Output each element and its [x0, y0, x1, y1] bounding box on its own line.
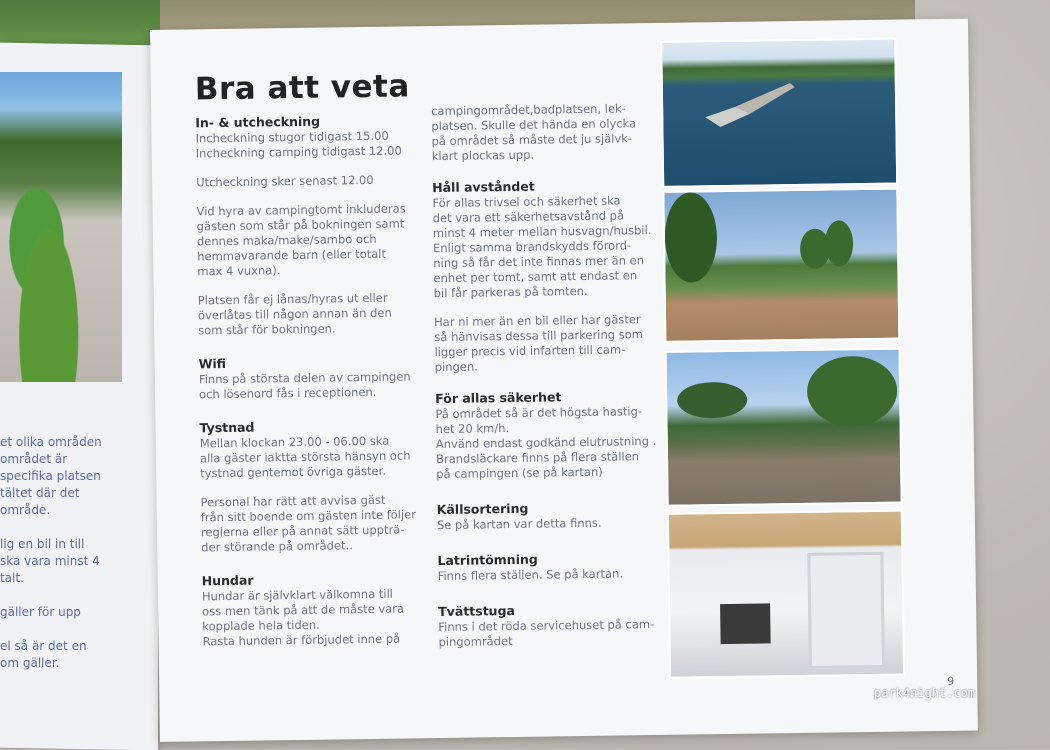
rental-line: hemmavarande barn (eller totalt [197, 246, 387, 264]
left-line: et olika områden [0, 435, 102, 449]
distance-heading: Håll avståndet [432, 178, 535, 196]
cont-line: klart plockas upp. [431, 147, 535, 164]
cars-line: Har ni mer än en bil eller har gäster [434, 312, 641, 330]
laundry-line: Finns i det röda servicehuset på cam- [438, 617, 655, 635]
dogs-line: kopplade hela tiden. [202, 617, 320, 634]
rental-line: gästen som står på bokningen samt [196, 216, 405, 234]
laundry-heading: Tvättstuga [438, 602, 516, 620]
left-line: område. [0, 503, 51, 517]
distance-line: enhet per tomt, samt att endast en [433, 268, 638, 286]
left-line: el så är det en [0, 639, 87, 653]
left-line: gäller för upp [0, 605, 81, 619]
left-line: specifika platsen [0, 469, 101, 483]
left-line [0, 587, 120, 604]
rental-line: max 4 vuxna). [197, 263, 281, 279]
staff-line: der störande på området.. [201, 538, 353, 555]
left-line: om gäller. [0, 656, 60, 670]
outdoor-gym-photo-icon [665, 348, 903, 507]
laundry-line: pingområdet [438, 633, 513, 650]
wifi-line: Finns på största delen av campingen [198, 369, 411, 387]
pier-shape [695, 81, 796, 132]
checkin-heading: In- & utcheckning [195, 113, 321, 131]
left-line: talt. [0, 571, 24, 585]
staff-line: från sitt boende om gästen inte följer [200, 507, 417, 525]
bunk-bed-shape [807, 552, 885, 669]
cars-line: ligger precis vid infarten till cam- [434, 342, 626, 360]
left-line [0, 519, 120, 536]
distance-line: det vara ett säkerhetsavstånd på [432, 208, 625, 226]
left-page-text [0, 434, 120, 672]
checkout-text: Utcheckning sker senast 12.00 [196, 172, 374, 190]
tree-shape [677, 382, 747, 419]
distance-line: bil får parkeras på tomten. [433, 283, 588, 301]
safety-line: Använd endast godkänd elutrustning . [435, 433, 657, 452]
latrine-line: Finns flera ställen. Se på kartan. [437, 566, 624, 584]
brochure-page [150, 19, 978, 742]
page-title: Bra att veta [194, 68, 411, 108]
watermark: park4night.com [874, 686, 976, 700]
safety-heading: För allas säkerhet [435, 389, 562, 407]
page-number: 9 [947, 674, 955, 688]
safety-line: het 20 km/h. [435, 421, 510, 437]
dogs-line: Rasta hunden är förbjudet inne på [202, 631, 401, 649]
dogs-heading: Hundar [201, 572, 254, 589]
safety-line: På området så är det högsta hastig- [435, 404, 643, 422]
staff-line: reglerna eller på annat sätt uppträ- [200, 522, 405, 540]
rental-line: Vid hyra av campingtomt inkluderas [196, 201, 406, 219]
minigolf-photo-icon [0, 72, 122, 382]
dogs-line: Hundar är självklart välkomna till [201, 586, 394, 604]
distance-line: För allas trivsel och säkerhet ska [432, 193, 621, 211]
distance-line: minst 4 meter mellan husvagn/husbil. [432, 223, 652, 241]
cars-line: så hänvisas dessa till parkering som [434, 327, 644, 345]
left-line [0, 621, 120, 638]
safety-line: på campingen (se på kartan) [436, 464, 603, 482]
pier-photo-icon [660, 38, 898, 188]
checkin-line: Incheckning stugor tidigast 15.00 [195, 128, 389, 146]
quiet-line: tystnad gentemot övriga gäster. [200, 463, 387, 481]
distance-line: Enligt samma brandskydds förord- [432, 238, 632, 256]
left-line: området är [0, 452, 68, 466]
cabin-interior-photo-icon [667, 510, 905, 679]
cars-line: pingen. [434, 359, 478, 375]
table-shape [720, 603, 771, 644]
wifi-heading: Wifi [198, 355, 227, 372]
left-line: tältet där det [0, 486, 80, 500]
column-middle [431, 101, 665, 650]
playground-photo-icon [662, 188, 900, 343]
tree-shape [664, 192, 717, 283]
tree-shape [807, 356, 898, 427]
staff-line: Personal har rätt att avvisa gäst [200, 492, 386, 510]
quiet-line: alla gäster iaktta största hänsyn och [199, 448, 411, 466]
checkin-line: Incheckning camping tidigast 12.00 [195, 143, 402, 161]
transfer-line: som står för bokningen. [198, 321, 336, 338]
transfer-line: överlåtas till någon annan än den [197, 305, 392, 323]
dogs-line: oss men tänk på att de måste vara [202, 601, 405, 619]
latrine-heading: Latrintömning [437, 551, 538, 569]
distance-line: ning så får det inte finnas mer än en [433, 253, 645, 271]
quiet-line: Mellan klockan 23.00 - 06.00 ska [199, 433, 390, 451]
cont-line: platsen. Skulle det hända en olycka [431, 116, 637, 134]
left-line: lig en bil in till [0, 537, 85, 551]
cont-line: campingområdet,badplatsen, lek- [431, 101, 626, 119]
transfer-line: Platsen får ej lånas/hyras ut eller [197, 290, 388, 308]
column-left [195, 112, 434, 649]
cont-line: på området så måste det ju självk- [431, 131, 633, 149]
left-line: ska vara minst 4 [0, 554, 100, 568]
sorting-line: Se på kartan var detta finns. [436, 515, 602, 533]
safety-line: Brandsläckare finns på flera ställen [435, 449, 640, 467]
wifi-line: och lösenord fås i receptionen. [198, 384, 377, 402]
quiet-heading: Tystnad [199, 419, 255, 436]
tree-shape [825, 220, 854, 266]
rental-line: dennes maka/make/sambo och [196, 231, 377, 249]
sorting-heading: Källsortering [436, 500, 529, 518]
